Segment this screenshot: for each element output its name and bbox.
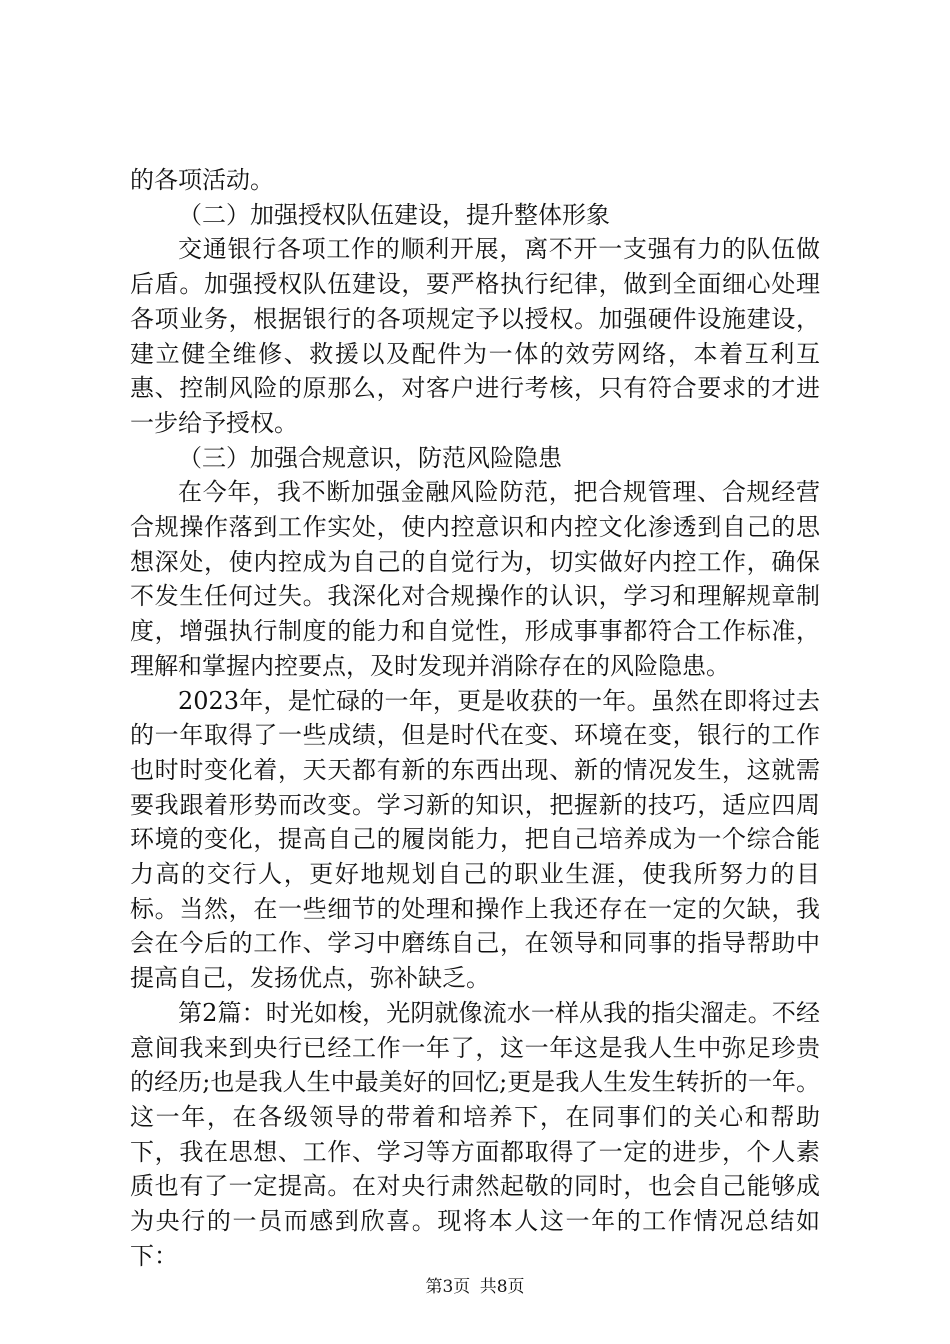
paragraph-year-summary: 2023年，是忙碌的一年，更是收获的一年。虽然在即将过去的一年取得了一些成绩，但是时代在变、环境在变，银行的工作也时时变化着，天天都有新的东西出现、新的情况发生，这就需要我跟着形势而改变。学习新的知识，把握新的技巧，适应四周环境的变化，提高自己的履岗能力，把自己培养成为一个综合能力高的交行人，更好地规划自己的职业生涯，使我所努力的目标。当然，在一些细节的处理和操作上我还存在一定的欠缺，我会在今后的工作、学习中磨练自己，在领导和同事的指导帮助中提高自己，发扬优点，弥补缺乏。 [130,686,820,993]
paragraph-continuation: 的各项活动。 [130,166,274,194]
page-number: 第3页 [425,1277,471,1297]
document-body [130,163,820,1274]
paragraph-compliance: 在今年，我不断加强金融风险防范，把合规管理、合规经营合规操作落到工作实处，使内控意识和内控文化渗透到自己的思想深处，使内控成为自己的自觉行为，切实做好内控工作，确保不发生任何过失。我深化对合规操作的认识，学习和理解规章制度，增强执行制度的能力和自觉性，形成事事都符合工作标准，理解和掌握内控要点，及时发现并消除存在的风险隐患。 [130,478,820,680]
page-footer [0,1272,950,1297]
section-heading-2: （二）加强授权队伍建设，提升整体形象 [178,200,610,229]
paragraph-authorization-team: 交通银行各项工作的顺利开展，离不开一支强有力的队伍做后盾。加强授权队伍建设，要严格执行纪律，做到全面细心处理各项业务，根据银行的各项规定予以授权。加强硬件设施建设，建立健全维修、救援以及配件为一体的效劳网络，本着互利互惠、控制风险的原那么，对客户进行考核，只有符合要求的才进一步给予授权。 [130,235,820,437]
page-total: 共8页 [479,1277,525,1297]
section-heading-3: （三）加强合规意识，防范风险隐患 [178,443,562,472]
paragraph-article-2: 第2篇：时光如梭，光阴就像流水一样从我的指尖溜走。不经意间我来到央行已经工作一年了，这一年这是我人生中弥足珍贵的经历;也是我人生中最美好的回忆;更是我人生发生转折的一年。这一年，在各级领导的带着和培养下，在同事们的关心和帮助下，我在思想、工作、学习等方面都取得了一定的进步，个人素质也有了一定提高。在对央行肃然起敬的同时，也会自己能够成为央行的一员而感到欣喜。现将本人这一年的工作情况总结如下： [130,998,820,1270]
